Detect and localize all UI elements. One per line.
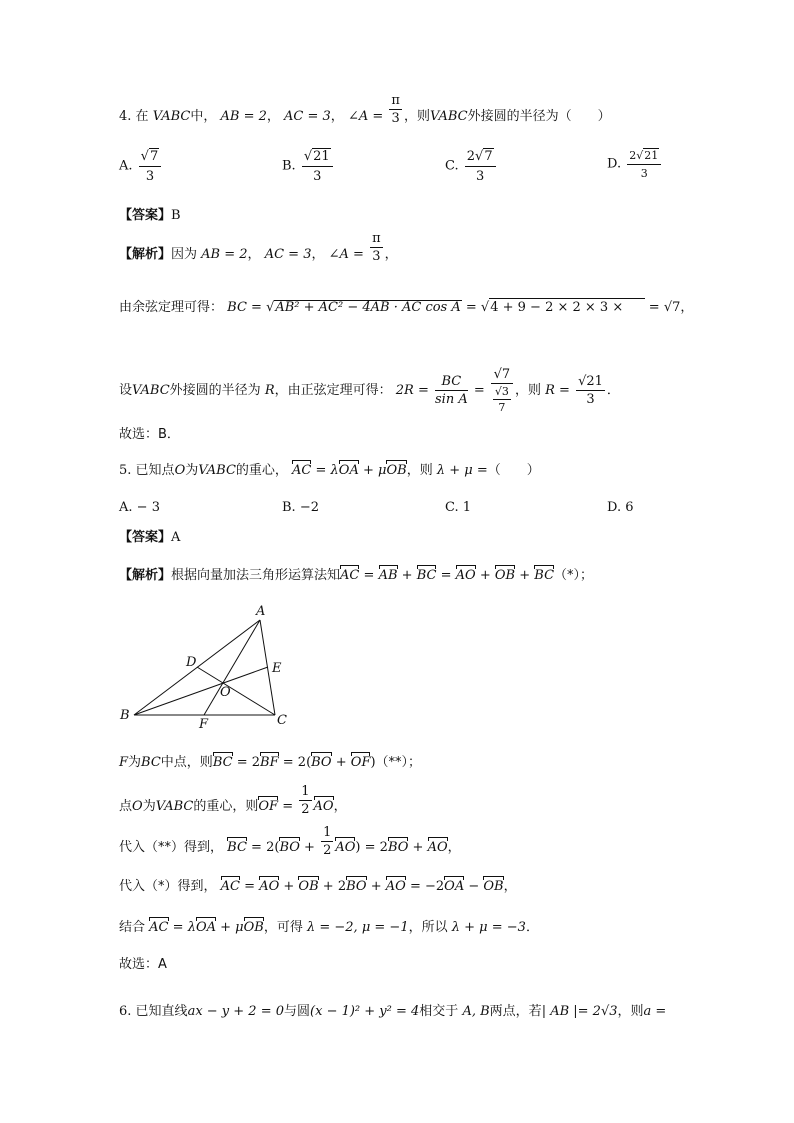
median-ce <box>134 667 268 715</box>
q5-option-a[interactable]: A. − 3 <box>119 500 160 515</box>
q4-analysis-line-3: 设VABC外接圆的半径为 R，由正弦定理可得： 2R = $\frac{BC}{\text{sin A}}$ = $\frac{√7}{\frac{√3}{7}}$ ，则 R = $\frac{√21}{3}$ ． <box>119 367 620 414</box>
q4-option-b[interactable]: B. $\frac{√21}{3}$ <box>282 148 335 184</box>
q4-option-d[interactable]: D. $\frac{2√21}{3}$ <box>607 148 663 180</box>
label-b: B <box>120 708 130 723</box>
label-e: E <box>272 661 282 676</box>
label-a: A <box>256 604 266 619</box>
q4-analysis-line-1: 【解析】因为 AB = 2， AC = 3， ∠A = $\frac{\pi}{3}$ ， <box>119 231 398 264</box>
q5-analysis-line-5: 代入（*）得到， AC = AO + OB + 2BO + AO = −2OA − OB， <box>119 879 517 894</box>
q4-number: 4. <box>119 109 132 124</box>
q4-option-a[interactable]: A. $\frac{√7}{3}$ <box>119 148 163 184</box>
q5-option-d[interactable]: D. 6 <box>607 500 634 515</box>
triangle-figure <box>115 600 295 730</box>
label-o: O <box>220 685 231 700</box>
q5-choose: 故选：A <box>119 957 167 972</box>
label-f: F <box>199 717 209 730</box>
label-c: C <box>277 713 287 728</box>
q4-analysis-line-2: 由余弦定理可得： BC = √AB² + AC² − 4AB · AC cos A = √4 + 9 − 2 × 2 × 3 × = √7， <box>119 300 694 315</box>
q6-number: 6. <box>119 1004 132 1019</box>
q5-analysis-line-6: 结合 AC = λOA + μOB，可得 λ = −2, μ = −1，所以 λ + μ = −3． <box>119 920 539 935</box>
q5-answer: 【答案】A <box>119 530 181 545</box>
q5-analysis-line-1: 【解析】根据向量加法三角形运算法知AC = AB + BC = AO + OB + BC（*）； <box>119 568 594 583</box>
q4-choose: 故选：B． <box>119 427 180 442</box>
q5-analysis-line-4: 代入（**）得到， BC = 2(BO + $\frac{1}{2}$ AO) = 2BO + AO， <box>119 825 461 858</box>
q5-number: 5. <box>119 463 132 478</box>
q5-stem: 5. 已知点O为VABC的重心， AC = λOA + μOB，则 λ + μ =（ ） <box>119 463 540 478</box>
q4-stem: 4. 在 VABC中， AB = 2， AC = 3， ∠A = $\frac{\pi}{3}$ ，则VABC外接圆的半径为（ ） <box>119 93 611 126</box>
q4-option-c[interactable]: C. $\frac{2√7}{3}$ <box>445 148 498 184</box>
q5-analysis-line-3: 点O为VABC的重心，则OF = $\frac{1}{2}$ AO， <box>119 784 347 817</box>
q5-option-b[interactable]: B. −2 <box>282 500 319 515</box>
q4-answer: 【答案】B <box>119 208 181 223</box>
label-d: D <box>186 655 197 670</box>
q6-stem: 6. 已知直线ax − y + 2 = 0与圆(x − 1)² + y² = 4相交于 A, B两点，若| AB |= 2√3，则a = <box>119 1004 667 1019</box>
q5-option-c[interactable]: C. 1 <box>445 500 472 515</box>
q5-analysis-line-2: F为BC中点，则BC = 2BF = 2(BO + OF)（**）； <box>119 755 422 770</box>
q4-angle-fraction: $\frac{\pi}{3}$ <box>391 93 400 126</box>
